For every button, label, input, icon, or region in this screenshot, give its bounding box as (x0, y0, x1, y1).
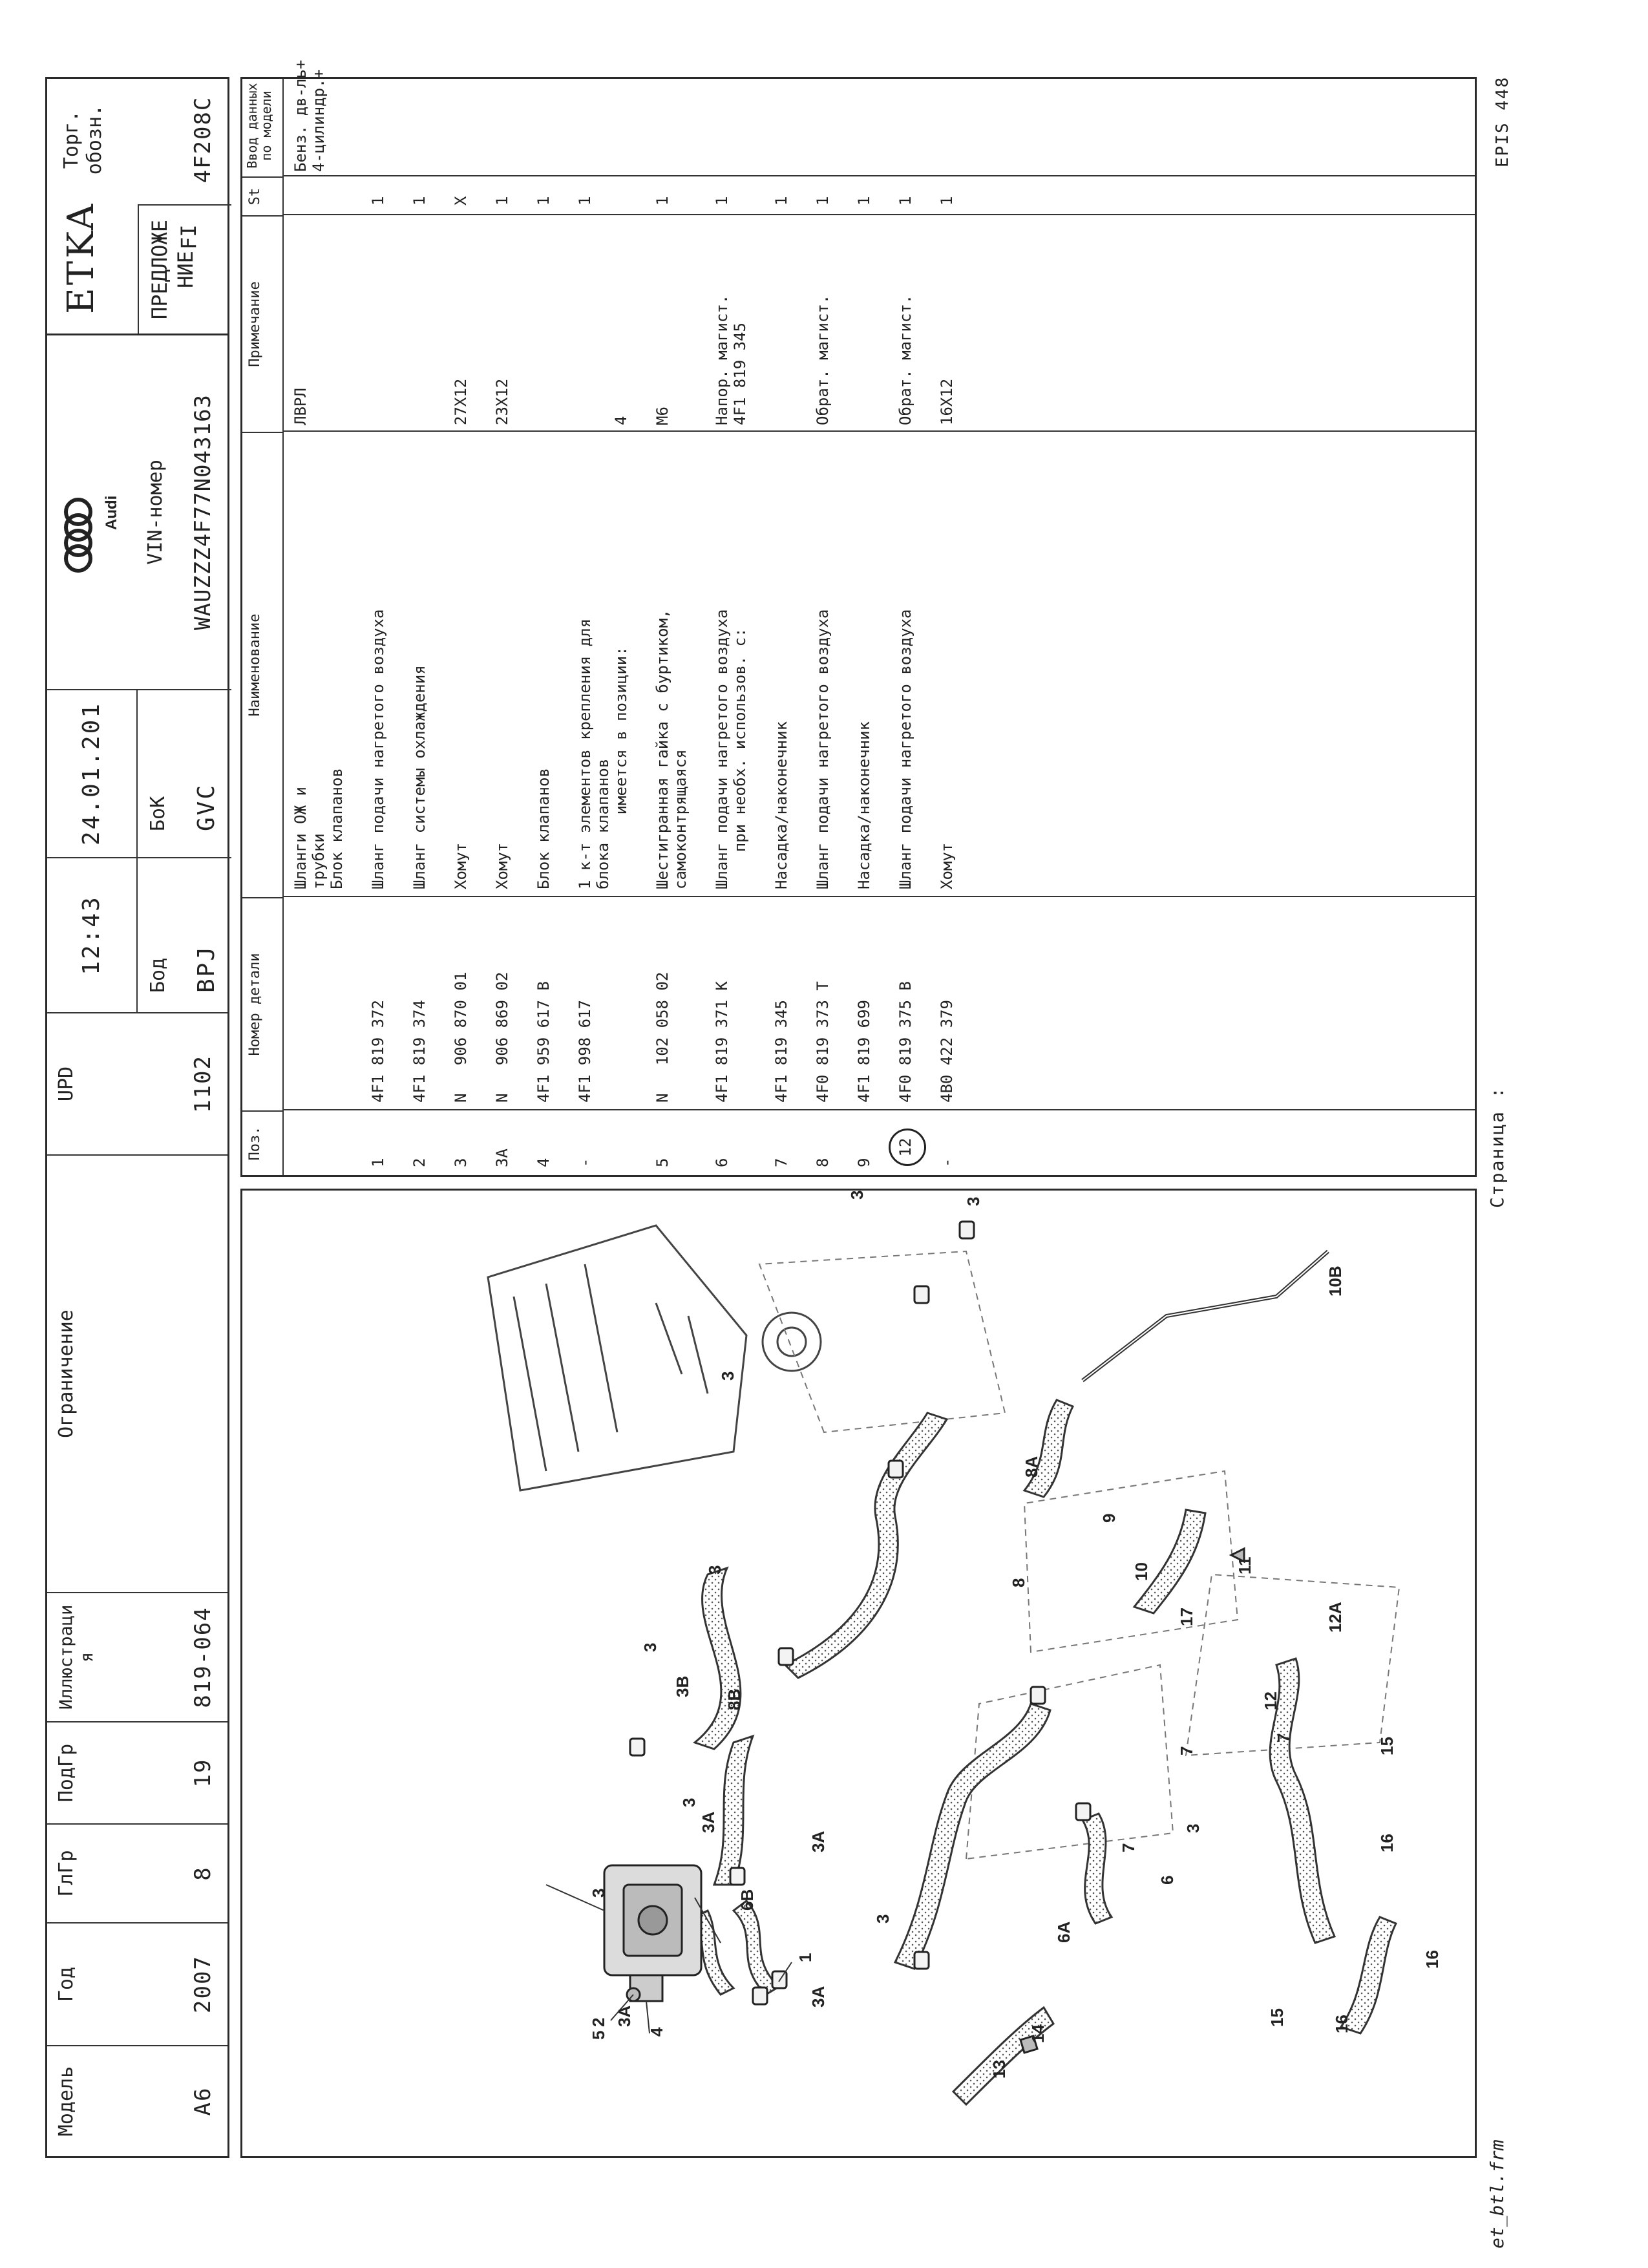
trade-label: Торг. обозн. (60, 104, 106, 175)
cell-st: 1 (369, 196, 387, 206)
cell-st: 1 (713, 196, 731, 206)
cell-pos: 7 (772, 1158, 790, 1167)
cell-st: X (452, 196, 470, 206)
cell-st: 1 (855, 196, 873, 206)
cell-pos: 2 (410, 1158, 428, 1167)
engine-block (488, 1225, 821, 1490)
cell-pos: 8 (814, 1158, 832, 1167)
table-row (855, 79, 873, 1175)
callout-label: 14 (1028, 2024, 1048, 2043)
cell-st: 1 (410, 196, 428, 206)
callout-label: 3 (640, 1642, 660, 1652)
callout-label: 3 (679, 1797, 699, 1807)
table-row (534, 79, 553, 1175)
illustration-cell (47, 1592, 227, 1721)
cell-note: ЛВРЛ (291, 388, 310, 425)
restriction-label: Ограничение (55, 1309, 78, 1438)
callout-label: 15 (1377, 1737, 1397, 1755)
cell-part: 4F0 819 375 B (896, 981, 914, 1103)
callout-label: 3 (718, 1371, 737, 1381)
restriction-cell (47, 1154, 227, 1592)
cell-model: Бенз. дв-ль+ 4-цилиндр.+ (291, 59, 328, 172)
cell-part (291, 896, 310, 1103)
callout-label: 6B (737, 1889, 757, 1911)
cell-pos: 4 (534, 1158, 553, 1167)
col-header-note: Примечание (242, 215, 282, 432)
table-row (291, 59, 346, 1175)
cell-pos: 3A (493, 1149, 511, 1167)
cell-name: Шланг подачи нагретого воздуха (814, 609, 832, 889)
cell-pos (291, 1116, 310, 1167)
gearbox-label: БоК (147, 796, 169, 831)
callout-label: 1 (796, 1953, 815, 1962)
col-header-model: Ввод данных по модели (244, 83, 274, 169)
table-row (410, 79, 428, 1175)
col-header-st: St (242, 176, 282, 215)
table-row (576, 79, 630, 1175)
callout-label: 6 (1157, 1875, 1177, 1885)
col-header-part-number: Номер детали (242, 897, 282, 1110)
cell-note: M6 (653, 407, 671, 425)
callout-label: 17 (1177, 1607, 1196, 1626)
cell-pos: 5 (653, 1158, 671, 1167)
table-row (814, 79, 832, 1175)
parts-table (240, 59, 1477, 1177)
cell-pos: - (938, 1158, 956, 1167)
cell-name: Шестигранная гайка с буртиком, самоконтрящаяся (653, 609, 690, 889)
cell-st: 1 (896, 196, 914, 206)
table-row (493, 79, 511, 1175)
main-group-cell (47, 1823, 227, 1922)
callout-label: 4 (647, 2027, 666, 2037)
cell-part: N 906 869 02 (493, 971, 511, 1103)
callout-label: 13 (989, 2060, 1009, 2079)
body-label: Бод (147, 957, 169, 993)
audi-logo-icon (61, 495, 105, 573)
cell-name: Шланг подачи нагретого воздуха (896, 609, 914, 889)
cell-st: 1 (534, 196, 553, 206)
cell-part: 4F1 819 345 (772, 1000, 790, 1103)
vin-label: VIN-номер (144, 460, 167, 565)
callout-label: 16 (1332, 2015, 1351, 2033)
offer-cell (138, 204, 231, 334)
callout-label: 11 (1235, 1556, 1254, 1574)
table-row (369, 79, 387, 1175)
cell-name: Насадка/наконечник (772, 721, 790, 889)
cell-pos: 12 (889, 1129, 926, 1166)
cell-note: 27X12 (452, 378, 470, 425)
vin-cell (47, 334, 227, 689)
hose-10 (1134, 1510, 1205, 1613)
gearbox-value: GVC (193, 783, 220, 831)
cell-st (291, 180, 310, 206)
cell-part: 4F0 819 373 T (814, 981, 832, 1103)
table-row (896, 79, 914, 1175)
callout-label: 5 (589, 2030, 608, 2040)
callout-label: 15 (1267, 2008, 1287, 2027)
upd-value: 1102 (190, 1055, 216, 1113)
callout-label: 3A (699, 1811, 718, 1833)
cell-st: 1 (772, 196, 790, 206)
upd-cell (47, 1012, 227, 1154)
hose-8 (785, 1413, 947, 1678)
hose-6b (714, 1736, 753, 1885)
callout-label: 3A (808, 1986, 828, 2008)
year-value: 2007 (190, 1955, 216, 2013)
cell-st: 1 (938, 196, 956, 206)
sub-group-label: ПодГр (55, 1743, 78, 1803)
table-row (938, 79, 956, 1175)
sub-group-value: 19 (190, 1758, 216, 1788)
brand-text: Audi (103, 495, 120, 530)
time-value: 12:43 (78, 895, 105, 975)
header-band (45, 77, 229, 2158)
callout-label: 3A (808, 1830, 828, 1852)
callout-label: 7 (1177, 1746, 1196, 1755)
cell-note: Напор. магист. 4F1 819 345 (713, 294, 749, 425)
illustration-value: 819-064 (190, 1606, 216, 1708)
cell-st: 1 (653, 196, 671, 206)
callout-label: 10 (1132, 1562, 1151, 1581)
callout-label: 7 (1274, 1733, 1293, 1743)
callout-label: 3 (873, 1914, 893, 1924)
cell-part: 4F1 819 372 (369, 1000, 387, 1103)
model-cell (47, 2045, 227, 2156)
cell-part: 4F1 819 699 (855, 1000, 873, 1103)
col-header-name: Наименование (242, 432, 282, 897)
cell-name: Хомут (938, 842, 956, 889)
cell-name: Шланг системы охлаждения (410, 665, 428, 889)
cell-pos: 9 (855, 1158, 873, 1167)
main-group-value: 8 (190, 1866, 216, 1881)
hose-13 (953, 2008, 1053, 2104)
upd-label: UPD (55, 1066, 78, 1102)
cell-name: Шланги ОЖ и трубки Блок клапанов (291, 768, 346, 889)
year-label: Год (55, 1966, 78, 2002)
cell-name: Хомут (452, 842, 470, 889)
body-cell (138, 857, 231, 1012)
cell-note: Обрат. магист. (814, 294, 832, 425)
trade-value: 4F208C (190, 96, 216, 184)
cell-part: 4F1 998 617 (576, 1000, 594, 1103)
date-cell (47, 689, 138, 857)
table-row (653, 79, 690, 1175)
hose-8a (1024, 1400, 1073, 1497)
table-header-rule (282, 79, 284, 1175)
cell-name: Хомут (493, 842, 511, 889)
dashed-outlines (759, 1251, 1399, 1859)
trade-cell (47, 75, 227, 204)
cell-part: N 906 870 01 (452, 971, 470, 1103)
time-cell (47, 857, 138, 1012)
exploded-parts-diagram (242, 1191, 1475, 2156)
cell-name: Насадка/наконечник (855, 721, 873, 889)
callout-label: 9 (1099, 1513, 1119, 1523)
hose-set (695, 1400, 1396, 2104)
illustration-label: Иллюстраци я (56, 1604, 97, 1710)
table-row (713, 79, 749, 1175)
cell-st: 1 (814, 196, 832, 206)
col-header-pos: Поз. (242, 1110, 282, 1175)
callout-label: 3 (847, 1191, 867, 1200)
hose-8b (695, 1568, 741, 1749)
callout-label: 12 (1261, 1691, 1280, 1710)
hose-6 (895, 1704, 1050, 1969)
cell-pos: 3 (452, 1158, 470, 1167)
pipe-10b (1083, 1251, 1328, 1381)
offer-label: ПРЕДЛОЖЕ НИЕ (147, 219, 198, 320)
vin-value: WAUZZZ4F77N043163 (190, 394, 216, 630)
cell-part: 4B0 422 379 (938, 1000, 956, 1103)
callout-label: 2 (589, 2017, 608, 2027)
callout-label: 3A (615, 2005, 634, 2027)
cell-part: 4F1 819 374 (410, 1000, 428, 1103)
callout-label: 3B (673, 1675, 692, 1697)
cell-name: Блок клапанов (534, 768, 553, 889)
sub-group-cell (47, 1721, 227, 1823)
cell-name: Шланг подачи нагретого воздуха при необх. использов. с: (713, 609, 749, 889)
callout-label: 12A (1326, 1602, 1345, 1633)
year-cell (47, 1922, 227, 2045)
cell-note: 16X12 (938, 378, 956, 425)
callout-label: 10B (1326, 1266, 1345, 1297)
form-name: et_btl.frm (1486, 2139, 1508, 2249)
model-value: A6 (190, 2086, 216, 2116)
callout-label: 3 (705, 1565, 724, 1574)
callout-label: 3 (1183, 1823, 1203, 1833)
callout-label: 3 (589, 1888, 608, 1898)
offer-value: FI (176, 224, 201, 249)
epis-code: EPIS 448 (1493, 76, 1512, 167)
model-label: Модель (55, 2066, 78, 2137)
callout-label: 16 (1377, 1834, 1397, 1852)
gearbox-cell (138, 689, 231, 857)
callout-label: 8B (724, 1688, 744, 1710)
cell-note: Обрат. магист. (896, 294, 914, 425)
table-row (452, 79, 470, 1175)
page-label: Страница : (1486, 1086, 1508, 1208)
cell-part: N 102 058 02 (653, 971, 671, 1103)
hose-6a (1083, 1814, 1112, 1924)
cell-st: 1 (576, 196, 594, 206)
callout-label: 8 (1009, 1578, 1028, 1587)
callout-label: 6A (1054, 1921, 1073, 1943)
cell-pos: 1 (369, 1158, 387, 1167)
cell-note: 23X12 (493, 378, 511, 425)
callout-label: 7 (1119, 1843, 1138, 1852)
table-row (772, 79, 790, 1175)
body-value: BPJ (193, 944, 220, 993)
date-value: 24.01.201 (78, 701, 105, 846)
callout-label: 3 (964, 1196, 983, 1206)
table-body (289, 59, 1475, 1175)
etka-title: ETKA (60, 201, 102, 314)
callout-label: 16 (1422, 1950, 1442, 1969)
valve-block (604, 1865, 701, 2001)
cell-name: 1 к-т элементов крепления для блока клапанов имеется в позиции: (576, 618, 630, 889)
cell-part: 4F1 819 371 K (713, 981, 731, 1103)
cell-note: 4 (612, 416, 630, 425)
cell-name: Шланг подачи нагретого воздуха (369, 609, 387, 889)
cell-pos: - (576, 1158, 594, 1167)
callout-label: 8A (1022, 1456, 1041, 1478)
main-group-label: ГлГр (55, 1850, 78, 1897)
diagram-frame (240, 1189, 1477, 2158)
cell-pos: 6 (713, 1158, 731, 1167)
cell-st: 1 (493, 196, 511, 206)
cell-part: 4F1 959 617 B (534, 981, 553, 1103)
